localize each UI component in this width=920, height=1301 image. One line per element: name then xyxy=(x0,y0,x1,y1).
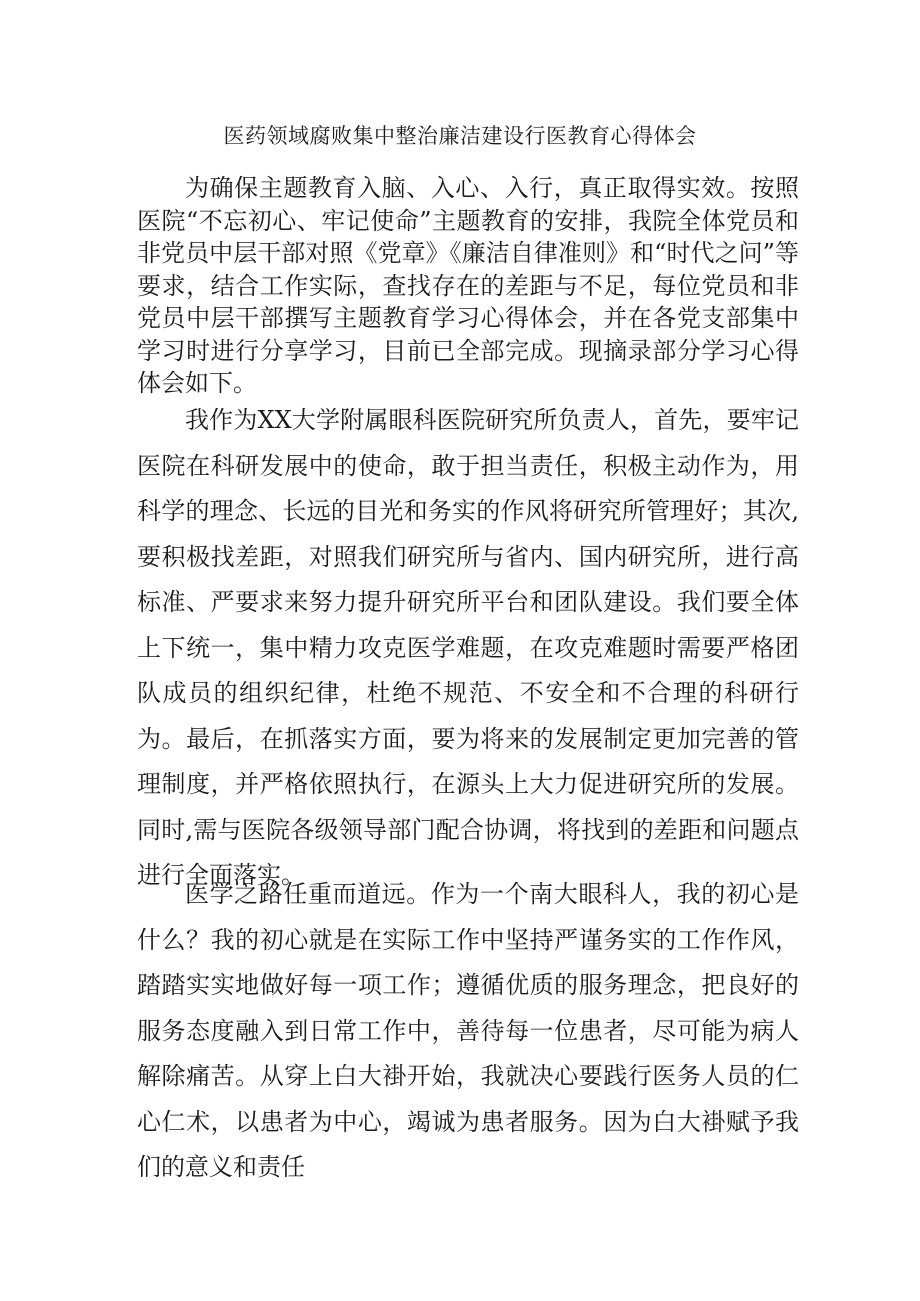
paragraph-medical-path: 医学之路任重而道远。作为一个南大眼科人，我的初心是什么？我的初心就是在实际工作中坚持严谨务实的工作作风，踏踏实实地做好每一项工作；遵循优质的服务理念，把良好的服务态度融入到日常工作中，善待每一位患者，尽可能为病人解除痛苦。从穿上白大褂开始，我就决心要践行医务人员的仁心仁术，以患者为中心，竭诚为患者服务。因为白大褂赋予我们的意义和责任 xyxy=(137,880,799,1181)
paragraph-research-institute: 我作为XX大学附属眼科医院研究所负责人，首先，要牢记医院在科研发展中的使命，敢于担当责任，积极主动作为，用科学的理念、长远的目光和务实的作风将研究所管理好；其次,要积极找差距，对照我们研究所与省内、国内研究所，进行高标准、严要求来努力提升研究所平台和团队建设。我们要全体上下统一，集中精力攻克医学难题，在攻克难题时需要严格团队成员的组织纪律，杜绝不规范、不安全和不合理的科研行为。最后，在抓落实方面，要为将来的发展制定更加完善的管理制度，并严格依照执行，在源头上大力促进研究所的发展。同时,需与医院各级领导部门配合协调，将找到的差距和问题点进行全面落实。 xyxy=(137,406,799,889)
document-title: 医药领域腐败集中整治廉洁建设行医教育心得体会 xyxy=(223,124,697,148)
paragraph-intro: 为确保主题教育入脑、入心、入行，真正取得实效。按照医院“不忘初心、牢记使命”主题教育的安排，我院全体党员和非党员中层干部对照《党章》《廉洁自律准则》和“时代之问”等要求，结合工作实际，查找存在的差距与不足，每位党员和非党员中层干部撰写主题教育学习心得体会，并在各党支部集中学习时进行分享学习，目前已全部完成。现摘录部分学习心得体会如下。 xyxy=(137,174,799,397)
